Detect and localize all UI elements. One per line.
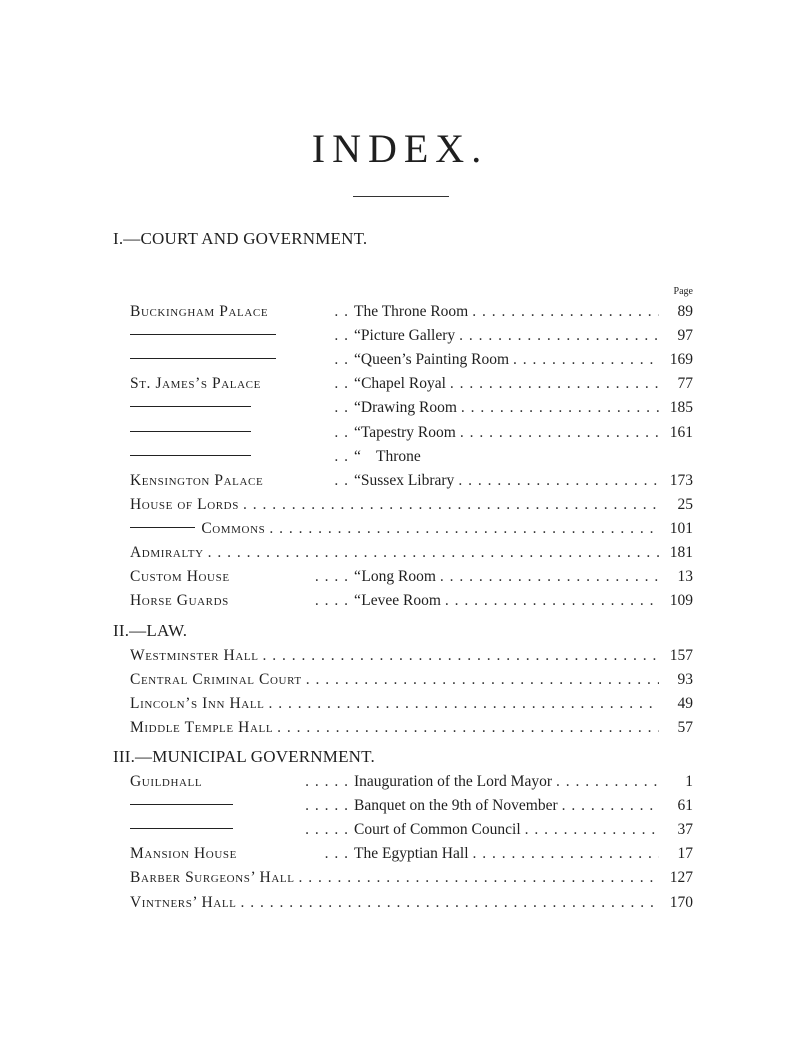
entry-page-number: 61 — [677, 797, 693, 815]
entry-room — [354, 399, 659, 417]
entry-room — [354, 375, 659, 393]
ditto-mark: “ — [354, 423, 361, 441]
ditto-mark: “ — [354, 447, 361, 465]
entry-place: Kensington Palace — [130, 471, 264, 489]
ditto-mark: “ — [354, 351, 361, 369]
entry-room — [354, 424, 659, 442]
entry-leader: . . — [334, 423, 348, 441]
entry-page-number: 77 — [677, 375, 693, 393]
entry-place: Buckingham Palace — [130, 303, 269, 320]
entry-room-name: Levee Room — [361, 592, 441, 610]
entry-page-number: 17 — [677, 845, 693, 863]
dot-leader — [436, 568, 659, 586]
entry-leader: . . — [334, 327, 348, 345]
index-entry — [130, 821, 693, 843]
entry-room-name: Banquet on the 9th of November — [354, 797, 558, 815]
page-title: INDEX. — [311, 126, 489, 171]
entry-place: Horse Guards — [130, 592, 229, 610]
index-entry — [130, 375, 693, 397]
entry-leader: . . . . — [314, 592, 348, 610]
entry-room-name: Queen’s Painting Room — [360, 351, 509, 369]
dot-leader — [237, 894, 660, 912]
entry-leader: . . — [334, 399, 348, 417]
index-entry — [130, 424, 693, 446]
ditto-mark: “ — [354, 399, 361, 417]
dot-leader — [468, 303, 659, 321]
title-rule — [353, 196, 449, 197]
entry-room-name: Court of Common Council — [354, 821, 521, 839]
index-entry — [130, 472, 693, 494]
entry-room — [354, 568, 659, 586]
index-entry — [130, 496, 693, 518]
ditto-dash — [130, 828, 233, 829]
entry-leader: . . . — [324, 845, 348, 863]
entry-page-number: 185 — [669, 399, 693, 417]
entry-place: Central Criminal Court — [130, 671, 302, 689]
entry-room — [354, 327, 659, 345]
entry-room — [354, 592, 659, 610]
entry-room — [354, 821, 659, 839]
entry-page-number: 181 — [669, 544, 693, 561]
entry-page-number: 161 — [669, 423, 693, 441]
entry-place: St. James’s Palace — [130, 375, 261, 393]
entry-room — [354, 472, 659, 490]
dot-leader — [239, 496, 659, 514]
entry-room-name: Sussex Library — [360, 471, 455, 489]
entry-page-number: 25 — [677, 495, 693, 513]
section-heading: III.—MUNICIPAL GOVERNMENT. — [113, 747, 375, 766]
entry-room-name: Long Room — [361, 568, 436, 586]
entry-place: Mansion House — [130, 845, 237, 863]
entry-page-number: 173 — [669, 471, 693, 489]
dot-leader — [446, 375, 659, 393]
ditto-dash — [130, 804, 233, 805]
index-entry — [130, 592, 693, 614]
entry-room-name: The Throne Room — [354, 303, 469, 320]
entry-page-number: 170 — [669, 893, 693, 911]
index-entry — [130, 797, 693, 819]
index-entry — [130, 773, 693, 795]
entry-room — [354, 845, 659, 863]
entry-page-number: 49 — [677, 695, 693, 713]
entry-room-name: Inauguration of the Lord Mayor — [354, 773, 552, 790]
entry-page-number: 57 — [677, 719, 693, 737]
section-heading: II.—LAW. — [113, 621, 188, 640]
index-entry — [130, 544, 693, 566]
entry-place: Vintners’ Hall — [130, 893, 237, 911]
index-entry — [130, 351, 693, 373]
dot-leader — [457, 399, 659, 417]
dot-leader — [273, 719, 659, 737]
entry-page-number: 97 — [677, 327, 693, 345]
section-heading: I.—COURT AND GOVERNMENT. — [113, 229, 368, 248]
index-entry — [130, 568, 693, 590]
dot-leader — [259, 647, 659, 665]
dot-leader — [455, 327, 659, 345]
dot-leader — [265, 520, 659, 538]
entry-room — [354, 448, 659, 466]
ditto-dash — [130, 455, 251, 456]
index-entry — [130, 303, 693, 325]
ditto-dash — [130, 431, 251, 432]
entry-room-name: Chapel Royal — [361, 375, 446, 393]
dot-leader — [558, 797, 659, 815]
index-entry — [130, 695, 693, 717]
entry-room-name: Picture Gallery — [360, 327, 456, 345]
entry-leader: . . — [334, 375, 348, 393]
entry-place: Middle Temple Hall — [130, 719, 274, 737]
dot-leader — [441, 592, 659, 610]
page-column-label: Page — [673, 286, 693, 297]
dot-leader — [469, 845, 660, 863]
entry-room-name: The Egyptian Hall — [354, 845, 469, 863]
dot-leader — [454, 472, 659, 490]
entry-room-name: Tapestry Room — [360, 423, 456, 441]
entry-room-name: Throne — [376, 447, 421, 465]
dot-leader — [204, 544, 659, 562]
index-entry — [130, 845, 693, 867]
entry-leader: . . — [334, 351, 348, 369]
entry-room — [354, 773, 659, 791]
dot-leader — [509, 351, 659, 369]
entry-place: Admiralty — [130, 544, 204, 561]
ditto-mark: “ — [354, 471, 361, 489]
index-entry — [130, 671, 693, 693]
ditto-dash — [130, 406, 251, 407]
entry-leader: . . . . — [314, 568, 348, 586]
entry-place: Custom House — [130, 568, 230, 586]
entry-leader: . . — [334, 471, 348, 489]
entry-page-number: 13 — [677, 568, 693, 586]
dot-leader — [521, 821, 659, 839]
entry-page-number: 1 — [685, 773, 693, 790]
entry-place: Guildhall — [130, 773, 203, 790]
entry-leader: . . . . . — [305, 797, 348, 815]
entry-room — [354, 303, 659, 321]
ditto-mark: “ — [354, 592, 361, 610]
entry-place: Barber Surgeons’ Hall — [130, 869, 295, 887]
entry-page-number: 157 — [669, 647, 693, 664]
index-entry — [130, 894, 693, 916]
dot-leader — [302, 671, 659, 689]
index-entry — [130, 520, 693, 542]
dot-leader — [295, 869, 659, 887]
entry-page-number: 127 — [669, 869, 693, 887]
index-entry — [130, 869, 693, 891]
index-entry — [130, 399, 693, 421]
index-entry — [130, 448, 693, 470]
entry-page-number: 169 — [669, 351, 693, 369]
entry-room-name: Drawing Room — [360, 399, 457, 417]
entry-page-number: 109 — [669, 592, 693, 610]
entry-leader: . . . . . — [305, 821, 348, 839]
entry-leader: . . — [334, 303, 348, 320]
entry-place: Commons — [201, 519, 266, 537]
dot-leader — [552, 773, 659, 791]
dot-leader — [264, 695, 659, 713]
entry-page-number: 93 — [677, 671, 693, 689]
entry-room — [354, 797, 659, 815]
ditto-mark: “ — [354, 568, 361, 586]
ditto-mark: “ — [354, 375, 361, 393]
entry-place: House of Lords — [130, 495, 239, 513]
index-entry — [130, 327, 693, 349]
index-entry — [130, 647, 693, 669]
ditto-dash — [130, 334, 276, 335]
entry-leader: . . . . . — [305, 773, 348, 790]
entry-page-number: 101 — [669, 519, 693, 537]
ditto-mark: “ — [354, 327, 361, 345]
entry-place: Westminster Hall — [130, 647, 259, 664]
entry-place: Lincoln’s Inn Hall — [130, 695, 265, 713]
ditto-dash — [130, 358, 276, 359]
dot-leader — [456, 424, 659, 442]
entry-page-number: 37 — [677, 821, 693, 839]
entry-leader: . . — [334, 447, 348, 465]
entry-page-number: 89 — [677, 303, 693, 320]
ditto-dash — [130, 527, 195, 528]
entry-room — [354, 351, 659, 369]
index-entry — [130, 719, 693, 741]
